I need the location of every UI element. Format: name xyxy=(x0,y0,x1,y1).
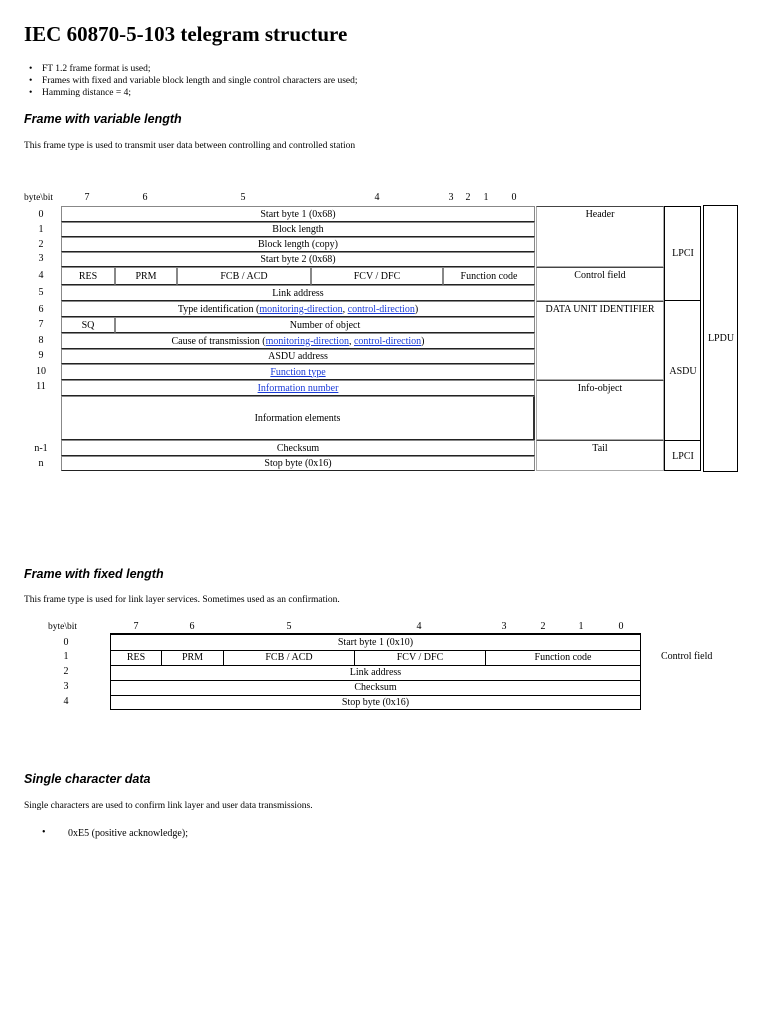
close-paren-text: ) xyxy=(421,335,425,347)
page-title: IEC 60870-5-103 telegram structure xyxy=(24,22,348,46)
bit-4-label: 4 xyxy=(374,192,380,203)
byte-label: 7 xyxy=(38,319,44,330)
fcv-dfc-field: FCV / DFC xyxy=(311,267,443,285)
bit-3-label: 3 xyxy=(501,621,507,632)
list-item: 0xE5 (positive acknowledge); xyxy=(68,828,188,839)
type-identification-text: Type identification ( xyxy=(177,303,260,315)
fcb-acd-field: FCB / ACD xyxy=(177,267,311,285)
tail-group-label: Tail xyxy=(536,440,664,471)
start-byte-1-field: Start byte 1 (0x68) xyxy=(61,206,535,222)
block-length-field: Block length xyxy=(61,222,535,237)
lpci-top-label: LPCI xyxy=(672,248,694,259)
bit-1-label: 1 xyxy=(578,621,584,632)
bit-7-label: 7 xyxy=(84,192,90,203)
byte-label: 8 xyxy=(38,335,44,346)
cause-of-transmission-field xyxy=(61,333,535,349)
byte-label: 0 xyxy=(38,209,44,220)
cause-of-transmission-text: Cause of transmission ( xyxy=(171,335,266,347)
byte-label: 4 xyxy=(63,696,69,707)
bit-5-label: 5 xyxy=(286,621,292,632)
information-elements-field: Information elements xyxy=(61,396,535,440)
asdu-label: ASDU xyxy=(669,366,697,377)
bit-6-label: 6 xyxy=(142,192,148,203)
asdu-address-field: ASDU address xyxy=(61,349,535,364)
information-number-link[interactable]: Information number xyxy=(257,382,339,394)
number-of-object-field: Number of object xyxy=(115,317,535,333)
intro-bullet-list xyxy=(24,63,358,99)
block-length-copy-field: Block length (copy) xyxy=(61,237,535,252)
data-unit-identifier-group-label: DATA UNIT IDENTIFIER xyxy=(536,301,664,380)
res-field: RES xyxy=(126,652,146,663)
byte-label: n-1 xyxy=(34,443,48,454)
single-character-description: Single characters are used to confirm link layer and user data transmissions. xyxy=(24,801,313,811)
bit-2-label: 2 xyxy=(540,621,546,632)
bit-header-label: byte\bit xyxy=(48,622,78,632)
bit-header-label: byte\bit xyxy=(24,193,54,203)
list-item: • Hamming distance = 4; xyxy=(24,87,358,99)
lpci-bottom-label: LPCI xyxy=(672,451,694,462)
fixed-frame-table xyxy=(110,634,641,710)
checksum-field: Checksum xyxy=(61,440,535,456)
link-address-field: Link address xyxy=(111,665,640,681)
byte-label: 2 xyxy=(63,666,69,677)
control-field-row xyxy=(111,650,640,666)
function-code-field: Function code xyxy=(443,267,535,285)
function-code-field: Function code xyxy=(485,650,640,665)
control-direction-link[interactable]: control-direction xyxy=(347,303,415,315)
byte-label: 5 xyxy=(38,287,44,298)
type-identification-field xyxy=(61,301,535,317)
sq-field: SQ xyxy=(61,317,115,333)
info-object-group-label: Info-object xyxy=(536,380,664,440)
bit-5-label: 5 xyxy=(240,192,246,203)
bit-7-label: 7 xyxy=(133,621,139,632)
byte-label: 3 xyxy=(63,681,69,692)
list-bullet: • xyxy=(42,827,46,838)
close-paren-text: ) xyxy=(414,303,419,315)
start-byte-1-field: Start byte 1 (0x10) xyxy=(111,635,640,651)
byte-label: 6 xyxy=(38,304,44,315)
start-byte-2-field: Start byte 2 (0x68) xyxy=(61,252,535,267)
header-group-label: Header xyxy=(536,206,664,267)
variable-frame-heading: Frame with variable length xyxy=(24,112,182,126)
list-item: • FT 1.2 frame format is used; xyxy=(24,63,358,75)
byte-label: 10 xyxy=(36,366,46,377)
stop-byte-field: Stop byte (0x16) xyxy=(341,696,410,708)
bit-4-label: 4 xyxy=(416,621,422,632)
control-direction-link[interactable]: control-direction xyxy=(353,335,422,347)
fcv-dfc-field: FCV / DFC xyxy=(354,650,485,665)
control-field-group-label: Control field xyxy=(536,267,664,301)
prm-field: PRM xyxy=(115,267,177,285)
fixed-frame-heading: Frame with fixed length xyxy=(24,567,164,581)
function-type-link[interactable]: Function type xyxy=(270,366,326,378)
separator-text: , xyxy=(348,335,354,347)
information-number-field xyxy=(61,380,535,396)
byte-label: 3 xyxy=(38,253,44,264)
bit-2-label: 2 xyxy=(465,192,471,203)
separator-text: , xyxy=(342,303,348,315)
bit-3-label: 3 xyxy=(448,192,454,203)
bit-0-label: 0 xyxy=(511,192,517,203)
fixed-frame-description: This frame type is used for link layer services. Sometimes used as an confirmation. xyxy=(24,595,340,605)
res-field: RES xyxy=(61,267,115,285)
link-address-field: Link address xyxy=(61,285,535,301)
list-item: • Frames with fixed and variable block length and single control characters are used; xyxy=(24,75,358,87)
byte-label: n xyxy=(38,458,44,469)
variable-frame-description: This frame type is used to transmit user data between controlling and controlled station xyxy=(24,141,356,151)
bit-1-label: 1 xyxy=(483,192,489,203)
monitoring-direction-link[interactable]: monitoring-direction xyxy=(265,335,349,347)
stop-byte-field: Stop byte (0x16) xyxy=(61,456,535,471)
byte-label: 1 xyxy=(38,224,44,235)
bit-0-label: 0 xyxy=(618,621,624,632)
fcb-acd-field: FCB / ACD xyxy=(223,650,354,665)
byte-label: 11 xyxy=(36,381,46,392)
lpdu-label: LPDU xyxy=(707,333,735,344)
monitoring-direction-link[interactable]: monitoring-direction xyxy=(259,303,343,315)
function-type-field xyxy=(61,364,535,380)
prm-field: PRM xyxy=(161,650,223,665)
byte-label: 9 xyxy=(38,350,44,361)
control-field-annotation: Control field xyxy=(661,651,713,662)
bit-6-label: 6 xyxy=(189,621,195,632)
byte-label: 2 xyxy=(38,239,44,250)
byte-label: 0 xyxy=(63,637,69,648)
byte-label: 4 xyxy=(38,270,44,281)
checksum-field: Checksum xyxy=(111,680,640,696)
single-character-heading: Single character data xyxy=(24,772,151,786)
byte-label: 1 xyxy=(63,651,69,662)
